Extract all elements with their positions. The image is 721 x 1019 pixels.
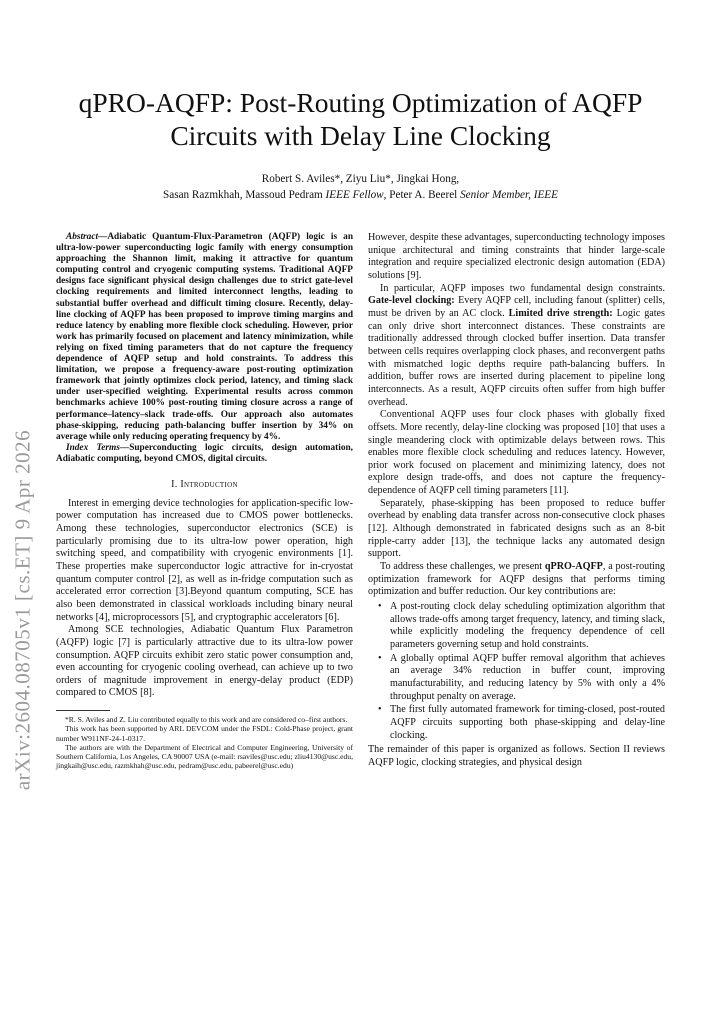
arxiv-identifier: arXiv:2604.08705v1 [cs.ET] 9 Apr 2026 — [10, 429, 35, 791]
authors-line-2 — [40, 188, 681, 204]
authors-names-2: , Peter A. Beerel — [383, 188, 461, 201]
left-column — [56, 232, 353, 770]
contribution-text: The first fully automated framework for timing-closed, post-routed AQFP circuits supporting both phase-skipping and delay-line clocking. — [390, 704, 665, 741]
contributions-text: , a post-routing optimization framework for AQFP designs that performs timing optimization and buffer reduction. Our key contributions are: — [368, 561, 665, 598]
index-terms-label: Index Terms — [66, 442, 120, 453]
constraints-intro: In particular, AQFP imposes two fundamental design constraints. — [380, 282, 665, 294]
bullet-icon: • — [378, 652, 382, 664]
list-item — [378, 704, 665, 742]
limited-drive-strength-term: Limited drive strength: — [508, 307, 613, 319]
section-heading-introduction: I. Introduction — [171, 478, 238, 490]
contributions-intro: To address these challenges, we present — [380, 561, 545, 573]
intro-paragraph-2: Among SCE technologies, Adiabatic Quantum Flux Parametron (AQFP) logic [7] is particularly attractive due to its ultra-low power consumption. AQFP circuits exhibit zero static power consumption and, even accounting for cryogenic cooling overhead, can achieve up to two orders of magnitude improvement in energy-delay product (EDP) compared to CMOS [8]. — [56, 624, 353, 699]
list-item — [378, 652, 665, 704]
abstract-text: —Adiabatic Quantum-Flux-Parametron (AQFP) logic is an ultra-low-power superconducting logic family with energy consumption approaching the Shannon limit, making it attractive for quantum computing control and cryogenic computing systems. Traditional AQFP designs face significant physical design challenges due to strict gate-level clocking requirements and limited interconnect lengths, leading to substantial buffer overhead and difficult timing closure. Recently, delay-line clocking of AQFP has been proposed to improve timing margins and reduce latency by enabling more flexible clock scheduling. However, prior work has primarily focused on placement and latency minimization, while relying on fixed timing parameters that do not capture the frequency dependence of AQFP setup and hold constraints. To address this limitation, we propose a frequency-aware post-routing optimization framework that jointly optimizes clock period, latency, and timing slack under user-specified weighting. Experimental results across common benchmarks achieve 100% post-routing timing closure across a range of performance–latency–slack trade-offs. Our approach also automates phase-skipping, reducing path-balancing buffer insertion by 34% on average while only reducing operating frequency by 4%. — [56, 232, 353, 442]
contribution-text: A globally optimal AQFP buffer removal algorithm that achieves an average 34% reduction in buffer count, improving manufacturability, and reducing latency by 5% with only a 4% throughput penalty on average. — [390, 652, 665, 702]
limited-drive-strength-text: Logic gates can only drive short interconnect distances. These constraints are traditionally addressed through clocked buffer insertion. Data transfer between cells requires overlapping clock phases, and reconvergent paths with mismatched logic depths require path-balancing buffers. In addition, buffer rows are inserted during placement to pipeline long interconnects. As a result, AQFP circuits often suffer from high buffer overhead. — [368, 307, 665, 408]
gate-level-clocking-term: Gate-level clocking: — [368, 295, 455, 307]
paper-title: qPRO-AQFP: Post-Routing Optimization of AQFP Circuits with Delay Line Clocking — [78, 87, 643, 151]
fellow-title: IEEE Fellow — [325, 188, 384, 201]
index-terms — [56, 443, 353, 465]
index-terms-text: —Superconducting logic circuits, design automation, Adiabatic computing, beyond CMOS, digital circuits. — [56, 442, 353, 464]
bullet-icon: • — [378, 601, 382, 613]
abstract — [56, 232, 353, 443]
contribution-text: A post-routing clock delay scheduling optimization algorithm that allows trade-offs among target frequency, latency, and timing slack, while explicitly modeling the frequency dependence of cell parameters governing setup and hold constraints. — [390, 601, 665, 650]
body-paragraph-constraints — [368, 283, 665, 410]
list-item — [378, 601, 665, 652]
authors-line-1: Robert S. Aviles*, Ziyu Liu*, Jingkai Hong, — [261, 173, 460, 185]
authors-names: Sasan Razmkhah, Massoud Pedram — [163, 188, 326, 201]
bullet-icon: • — [378, 704, 382, 716]
footnote-equal-contribution: *R. S. Aviles and Z. Liu contributed equally to this work and are considered co–first authors. — [65, 715, 348, 725]
author-list — [40, 172, 681, 203]
contributions-list — [368, 601, 665, 742]
framework-name: qPRO-AQFP — [544, 561, 603, 573]
body-paragraph-contributions — [368, 561, 665, 599]
body-paragraph-organization: The remainder of this paper is organized as follows. Section II reviews AQFP logic, clocking strategies, and physical design — [368, 744, 665, 768]
abstract-label: Abstract — [66, 232, 99, 242]
senior-member-title: Senior Member, IEEE — [460, 188, 558, 201]
body-paragraph-phase-skipping: Separately, phase-skipping has been proposed to reduce buffer overhead by enabling data transfer across non-consecutive clock phases [12]. Although demonstrated in fabricated designs such as an 8-bit ripple-carry adder [13], the technique lacks any automated design support. — [368, 497, 665, 560]
right-column — [368, 232, 665, 770]
footnote-rule — [56, 710, 110, 711]
body-paragraph-continuation: However, despite these advantages, superconducting technology imposes unique architectural and timing constraints that hinder large-scale integration and require specialized electronic design automation (EDA) solutions [9]. — [368, 232, 665, 281]
gate-level-clocking-text: Every AQFP cell, including fanout (splitter) cells, must be driven by an AC clock. — [368, 295, 665, 319]
footnote-affiliation: The authors are with the Department of Electrical and Computer Engineering, University of Southern California, Los Angeles, CA 90007 USA (e-mail: rsaviles@usc.edu; zliu4130@usc.edu, jingkaih@usc.edu, razmkhah@usc.edu, pedram@usc.edu, pabeerel@usc.edu) — [56, 742, 353, 771]
body-paragraph-delay-line: Conventional AQFP uses four clock phases with globally fixed offsets. More recently, delay-line clocking was proposed [10] that uses a single meandering clock with optimizable delays between rows. This enables more flexible clock scheduling and reduces latency. However, prior work focused on placement and minimizing latency, does not explore design trade-offs, and does not capture the frequency-dependence of AQFP cell timing parameters [11]. — [368, 409, 665, 497]
intro-paragraph-1: Interest in emerging device technologies for application-specific low-power computation has increased due to CMOS power bottlenecks. Among these technologies, superconductor electronics (SCE) is particularly promising due to its ultra-low power operation, high switching speed, and compatibility with cryogenic environments [1]. These properties make superconductor logic attractive for in-cryostat quantum computer control [2], as well as in-fridge computation such as accelerated error correction [3].Beyond quantum computing, SCE has also been demonstrated in classical workloads including binary neural networks [4], microprocessors [5], and cryptographic accelerators [6]. — [56, 497, 353, 623]
footnote-funding: This work has been supported by ARL DEVCOM under the FSDL: Cold-Phase project, grant number W911NF-24-1-0317. — [56, 724, 353, 743]
